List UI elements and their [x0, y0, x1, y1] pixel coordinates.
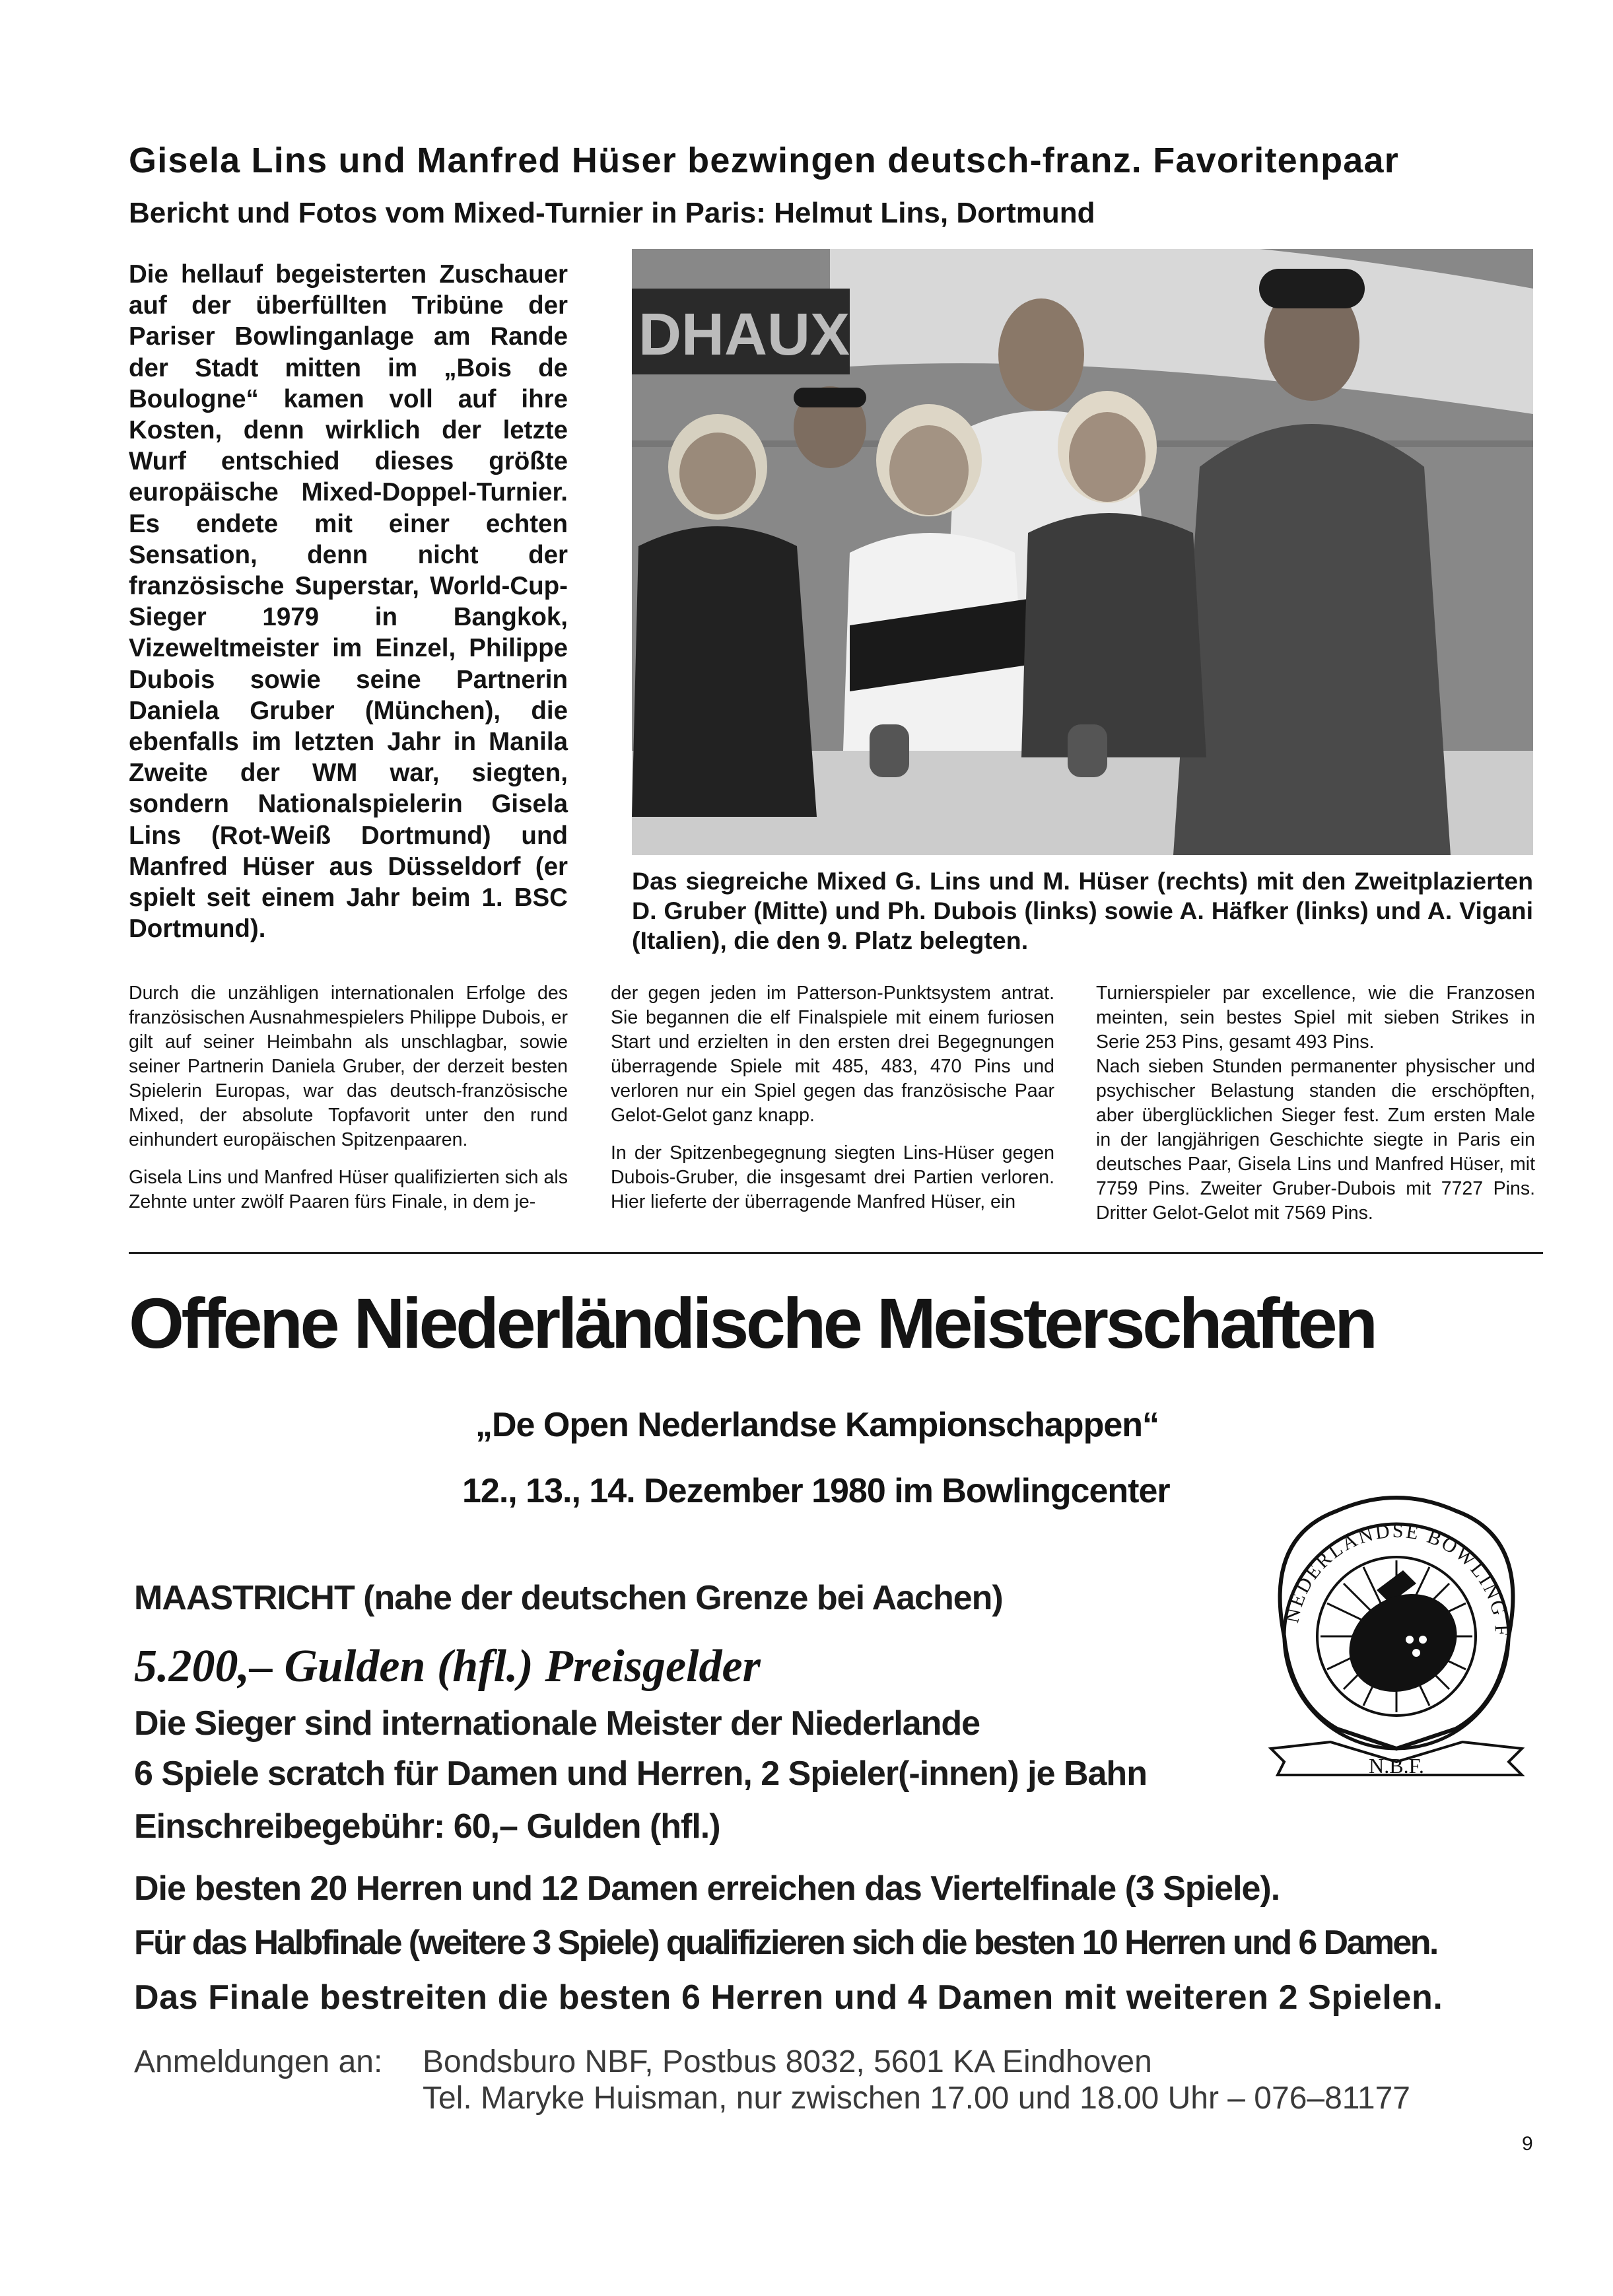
photo-caption: Das siegreiche Mixed G. Lins und M. Hüser (rechts) mit den Zweitplazierten D. Gruber (Mitte) und Ph. Dubois (links) sowie A. Häfker (links) und A. Vigani (Italien), die den 9. Platz belegten. [632, 867, 1533, 954]
article-title: Gisela Lins und Manfred Hüser bezwingen deutsch-franz. Favoritenpaar [129, 141, 1399, 180]
paragraph: der gegen jeden im Patterson-Punktsystem antrat. Sie begannen die elf Finalspiele mit einem furiosen Start und erzielten in den ersten drei Begegnungen überragende Spiele mit 485, 483, 470 Pins und verloren nur ein Spiel gegen das französische Paar Gelot-Gelot ganz knapp. [611, 983, 1054, 1126]
article-column-2 [611, 981, 1054, 1228]
contact-phone: Tel. Maryke Huisman, nur zwischen 17.00 und 18.00 Uhr – 076–81177 [423, 2081, 1410, 2116]
photo-sign-text: DHAUX [638, 302, 850, 368]
section-divider [129, 1252, 1543, 1254]
ad-prize: 5.200,– Gulden (hfl.) Preisgelder [134, 1641, 761, 1692]
ad-line: Einschreibegebühr: 60,– Gulden (hfl.) [134, 1807, 720, 1846]
article-column-3 [1096, 981, 1535, 1239]
bowling-federation-emblem-icon [1258, 1484, 1535, 1795]
ad-headline: Offene Niederländische Meisterschaften [129, 1283, 1375, 1363]
ad-subtitle: „De Open Nederlandse Kampionschappen“ [475, 1406, 1159, 1444]
ad-location: MAASTRICHT (nahe der deutschen Grenze bei Aachen) [134, 1579, 1003, 1617]
page-number: 9 [1522, 2133, 1533, 2155]
ad-line: Die besten 20 Herren und 12 Damen erreichen das Viertelfinale (3 Spiele). [134, 1869, 1280, 1908]
ad-line: Die Sieger sind internationale Meister der Niederlande [134, 1704, 980, 1743]
paragraph: In der Spitzenbegegnung siegten Lins-Hüser gegen Dubois-Gruber, die insgesamt drei Partien verloren. Hier lieferte der überragende Manfred Hüser, ein [611, 1142, 1054, 1212]
nbf-logo [1258, 1484, 1535, 1795]
logo-ring-text: NEDERLANDSE BOWLING F [1281, 1519, 1513, 1638]
ad-line: Das Finale bestreiten die besten 6 Herren und 4 Damen mit weiteren 2 Spielen. [134, 1978, 1443, 2017]
contact-label: Anmeldungen an: [134, 2044, 383, 2079]
article-subtitle: Bericht und Fotos vom Mixed-Turnier in Paris: Helmut Lins, Dortmund [129, 197, 1095, 229]
article-lead: Die hellauf begeisterten Zuschauer auf der überfüllten Tribüne der Pariser Bowlinganlage am Rande der Stadt mitten im „Bois de Boulogne“ kamen voll auf ihre Kosten, denn wirklich der letzte Wurf entschied dieses größte europäische Mixed-Doppel-Turnier. Es endete mit einer echten Sensation, denn nicht der französische Superstar, World-Cup-Sieger 1979 in Bangkok, Vizeweltmeister im Einzel, Philippe Dubois sowie seine Partnerin Daniela Gruber (München), die ebenfalls im letzten Jahr in Manila Zweite der WM war, siegten, sondern Nationalspielerin Gisela Lins (Rot-Weiß Dortmund) und Manfred Hüser aus Düsseldorf (er spielt seit einem Jahr beim 1. BSC Dortmund). [129, 260, 568, 944]
ad-line: Für das Halbfinale (weitere 3 Spiele) qualifizieren sich die besten 10 Herren und 6 Damen. [134, 1924, 1437, 1962]
paragraph: Durch die unzähligen internationalen Erfolge des französischen Ausnahmespielers Philippe Dubois, er gilt auf seiner Heimbahn als unschlagbar, sowie seiner Partnerin Daniela Gruber, der derzeit besten Spielerin Europas, war das deutsch-französische Mixed, der absolute Topfavorit unter den rund einhundert europäischen Spitzenpaaren. [129, 983, 568, 1150]
paragraph: Nach sieben Stunden permanenter physischer und psychischer Belastung standen die erschöpften, aber überglücklichen Sieger fest. Zum ersten Male in der langjährigen Geschichte siegte in Paris ein deutsches Paar, Gisela Lins und Manfred Hüser, mit 7759 Pins. Zweiter Gruber-Dubois mit 7727 Pins. Dritter Gelot-Gelot mit 7569 Pins. [1096, 1056, 1535, 1224]
logo-abbreviation: N.B.F. [1369, 1754, 1424, 1778]
contact-address: Bondsburo NBF, Postbus 8032, 5601 KA Eindhoven [423, 2044, 1152, 2079]
paragraph: Gisela Lins und Manfred Hüser qualifizierten sich als Zehnte unter zwölf Paaren fürs Finale, in dem je- [129, 1167, 568, 1212]
team-photo [632, 249, 1533, 855]
paragraph: Turnierspieler par excellence, wie die Franzosen meinten, sein bestes Spiel mit sieben Strikes in Serie 253 Pins, gesamt 493 Pins. [1096, 983, 1535, 1053]
ad-dates: 12., 13., 14. Dezember 1980 im Bowlingcenter [462, 1472, 1170, 1510]
article-column-1 [129, 981, 568, 1228]
photo-illustration [632, 249, 1533, 855]
ad-line: 6 Spiele scratch für Damen und Herren, 2 Spieler(-innen) je Bahn [134, 1755, 1147, 1793]
